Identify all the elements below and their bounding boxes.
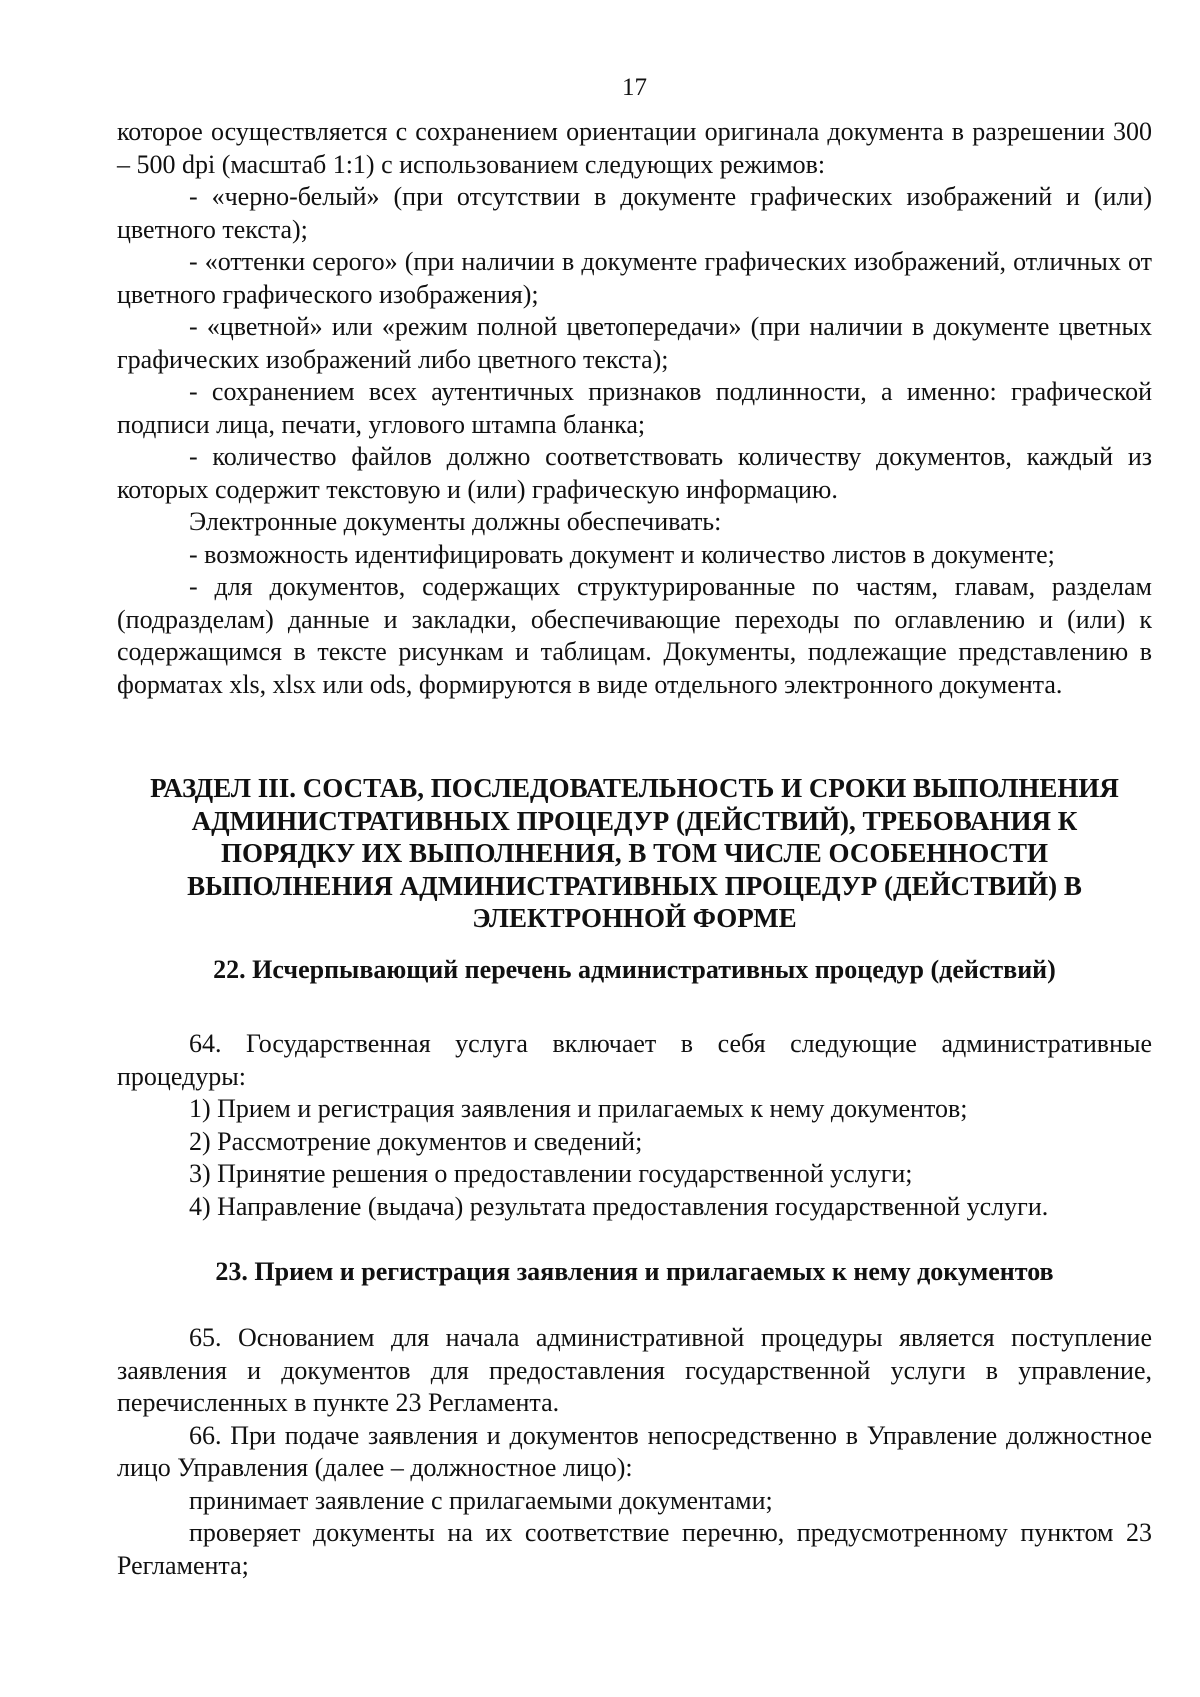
paragraph: принимает заявление с прилагаемыми документами; [189, 1485, 773, 1515]
subsection-title-22: 22. Исчерпывающий перечень административных процедур (действий) [213, 955, 1056, 984]
paragraph: 65. Основанием для начала административной процедуры является поступление заявления и документов для предоставления государственной услуги в управление, перечисленных в пункте 23 Регламента. [117, 1323, 1152, 1417]
list-item: 4) Направление (выдача) результата предоставления государственной услуги. [189, 1191, 1049, 1221]
subsection-22-body [117, 1028, 1152, 1223]
list-item: - «цветной» или «режим полной цветопередачи» (при наличии в документе цветных графических изображений либо цветного текста); [117, 312, 1152, 374]
page-number: 17 [622, 74, 647, 101]
section-title-line: ЭЛЕКТРОННОЙ ФОРМЕ [472, 903, 797, 933]
list-item: 3) Принятие решения о предоставлении государственной услуги; [189, 1159, 913, 1188]
list-item: - сохранением всех аутентичных признаков подлинности, а именно: графической подписи лица, печати, углового штампа бланка; [117, 377, 1152, 439]
section-title-line: ПОРЯДКУ ИХ ВЫПОЛНЕНИЯ, В ТОМ ЧИСЛЕ ОСОБЕННОСТИ [220, 838, 1049, 868]
list-item: 2) Рассмотрение документов и сведений; [189, 1126, 643, 1156]
paragraph: Электронные документы должны обеспечивать: [189, 507, 722, 536]
section-title [117, 772, 1152, 935]
section-title-line: РАЗДЕЛ III. СОСТАВ, ПОСЛЕДОВАТЕЛЬНОСТЬ И СРОКИ ВЫПОЛНЕНИЯ [150, 773, 1119, 803]
intro-block [117, 116, 1152, 701]
list-item: - количество файлов должно соответствовать количеству документов, каждый из которых содержит текстовую и (или) графическую информацию. [117, 442, 1152, 504]
list-item: - возможность идентифицировать документ и количество листов в документе; [189, 539, 1055, 569]
paragraph: которое осуществляется с сохранением ориентации оригинала документа в разрешении 300 – 500 dpi (масштаб 1:1) с использованием следующих режимов: [117, 117, 1152, 179]
subsection-title-23: 23. Прием и регистрация заявления и прилагаемых к нему документов [215, 1257, 1054, 1286]
paragraph: 66. При подаче заявления и документов непосредственно в Управление должностное лицо Управления (далее – должностное лицо): [117, 1420, 1152, 1482]
subsection-23-body [117, 1322, 1152, 1582]
list-item: - для документов, содержащих структурированные по частям, главам, разделам (подразделам) данные и закладки, обеспечивающие переходы по оглавлению и (или) к содержащимся в тексте рисункам и таблицам. Документы, подлежащие представлению в форматах xls, xlsx или ods, формируются в виде отдельного электронного документа. [117, 572, 1152, 699]
paragraph: проверяет документы на их соответствие перечню, предусмотренному пунктом 23 Регламента; [117, 1518, 1152, 1580]
list-item: 1) Прием и регистрация заявления и прилагаемых к нему документов; [189, 1094, 968, 1123]
section-title-line: ВЫПОЛНЕНИЯ АДМИНИСТРАТИВНЫХ ПРОЦЕДУР (ДЕЙСТВИЙ) В [187, 870, 1082, 901]
paragraph: 64. Государственная услуга включает в себя следующие административные процедуры: [117, 1029, 1152, 1091]
list-item: - «черно-белый» (при отсутствии в документе графических изображений и (или) цветного текста); [117, 182, 1152, 244]
section-title-line: АДМИНИСТРАТИВНЫХ ПРОЦЕДУР (ДЕЙСТВИЙ), ТРЕБОВАНИЯ К [191, 805, 1078, 836]
list-item: - «оттенки серого» (при наличии в документе графических изображений, отличных от цветного графического изображения); [117, 247, 1152, 309]
